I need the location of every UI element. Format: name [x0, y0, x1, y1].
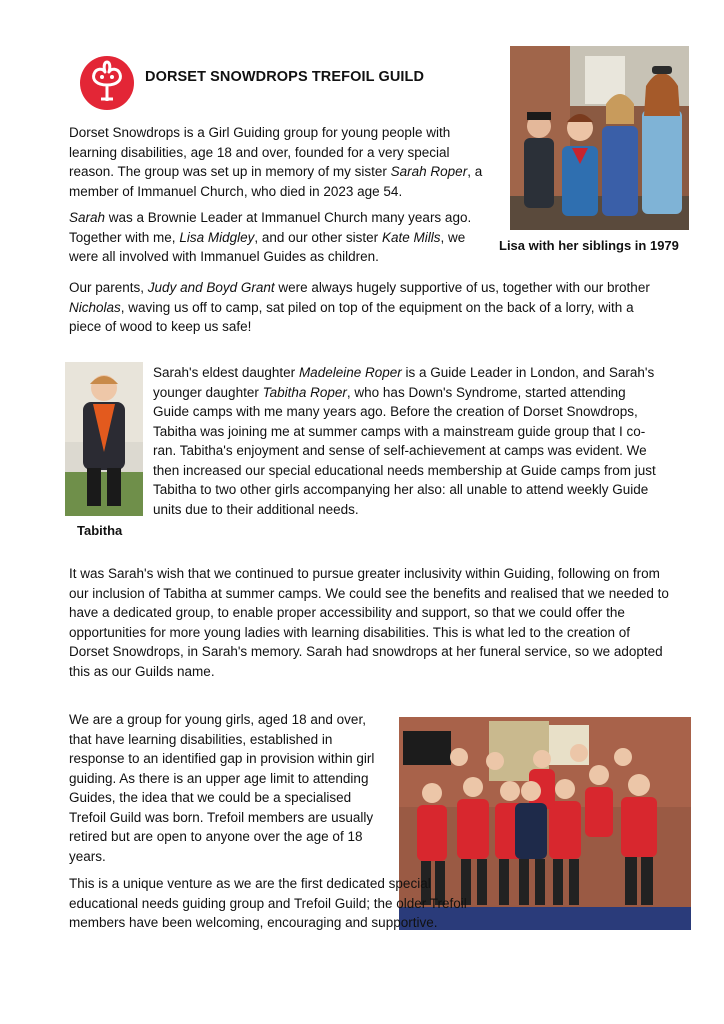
brownie-text-2: , and our other sister — [254, 229, 382, 245]
parents-text-2: were always hugely supportive of us, together with our brother — [274, 280, 650, 295]
intro-text: Dorset Snowdrops is a Girl Guiding group for young people with learning disabilities, age 18 and over, founded for a very special reason. The group was set up in memory of my sister — [69, 125, 451, 179]
parents-paragraph — [69, 278, 669, 337]
brownie-name-lisa: Lisa Midgley — [179, 229, 255, 245]
page-title: DORSET SNOWDROPS TREFOIL GUILD — [145, 69, 425, 85]
intro-paragraph — [69, 123, 494, 201]
daughters-text-1: Sarah's eldest daughter — [153, 365, 299, 380]
daughters-paragraph — [153, 363, 660, 519]
parents-text-3: , waving us off to camp, sat piled on top of the equipment on the back of a lorry, with a piece of wood to keep us safe! — [69, 299, 634, 334]
brownie-text-3: , we were all involved with Immanuel Guides as children. — [69, 229, 466, 264]
brother-name: Nicholas — [69, 299, 121, 315]
wish-paragraph: It was Sarah's wish that we continued to pursue greater inclusivity within Guiding, following on from our inclusion of Tabitha at summer camps. We could see the benefits and realised that we needed to have a dedicated group, to enable proper accessibility and support, so that we could offer the opportunities for more young ladies with learning disabilities. This is what led to the creation of Dorset Snowdrops, in Sarah's memory. Sarah had snowdrops at her funeral service, so we adopted this as our Guilds name. — [69, 566, 669, 679]
tabitha-name: Tabitha Roper — [262, 384, 347, 400]
brownie-text-1: was a Brownie Leader at Immanuel Church many years ago. Together with me, — [69, 210, 472, 245]
group-paragraph: We are a group for young girls, aged 18 and over, that have learning disabilities, established in response to an identified gap in provision within girl guiding. As there is an upper age limit to attending Guides, the idea that we could be a specialised Trefoil Guild was born. Trefoil members are usually retired but are open to anyone over the age of 18 years. — [69, 712, 375, 864]
parents-text-1: Our parents, — [69, 280, 148, 295]
brownie-name-kate: Kate Mills — [381, 229, 441, 245]
intro-text-end: , a member of Immanuel Church, who died in 2023 age 54. — [69, 164, 483, 199]
unique-paragraph: This is a unique venture as we are the first dedicated special educational needs guiding group and Trefoil Guild; the older Trefoil members have been welcoming, encouraging and supportive. — [69, 876, 467, 930]
intro-name: Sarah Roper — [390, 164, 468, 179]
brownie-name-sarah: Sarah — [69, 210, 106, 225]
parents-names: Judy and Boyd Grant — [147, 280, 275, 295]
trefoil-icon — [80, 56, 134, 110]
brownie-paragraph — [69, 208, 489, 267]
trefoil-logo — [79, 55, 135, 111]
tabitha-photo — [65, 362, 143, 516]
daughters-text-2: is a Guide Leader in London, and Sarah's younger daughter — [153, 365, 655, 400]
siblings-photo — [510, 46, 689, 230]
daughters-text-3: , who has Down's Syndrome, started attending Guide camps with me many years ago. Before the creation of Dorset Snowdrops, Tabitha was joining me at summer camps with a mainstream guide group that I co-ran. Tabitha's enjoyment and sense of self-achievement at camps was evident. We then increased our special educational needs membership at Guide camps from just Tabitha to two other girls accompanying her also: all unable to attend weekly Guide units due to their additional needs. — [153, 384, 656, 517]
tabitha-caption: Tabitha — [77, 523, 123, 538]
madeleine-name: Madeleine Roper — [298, 365, 402, 380]
siblings-caption: Lisa with her siblings in 1979 — [499, 238, 679, 253]
